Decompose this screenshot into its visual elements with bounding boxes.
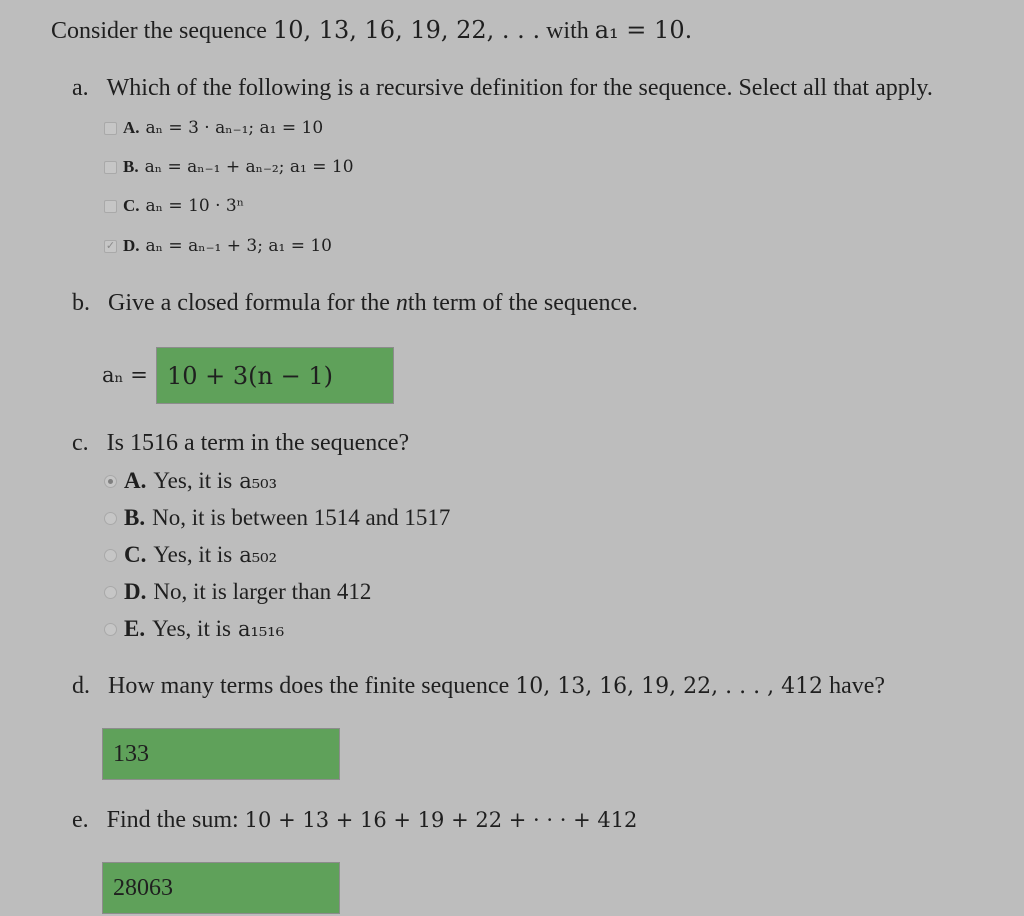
option-c-a-radio[interactable] (104, 475, 117, 488)
option-c-b-row[interactable] (104, 505, 450, 531)
part-d-question (72, 673, 885, 700)
intro-text: Consider the sequence (51, 18, 267, 44)
option-c-a-label: A. (124, 468, 147, 493)
option-c-c-row[interactable] (104, 542, 277, 568)
option-c-formula: aₙ = 10 · 3ⁿ (145, 196, 245, 216)
part-b-text-before: Give a closed formula for the (108, 290, 390, 316)
a1-condition: a₁ = 10. (594, 16, 693, 44)
part-a-question (72, 75, 933, 102)
part-e-letter: e. (72, 807, 89, 833)
option-c-c-radio[interactable] (104, 549, 117, 562)
option-d-formula: aₙ = aₙ₋₁ + 3; a₁ = 10 (145, 236, 332, 256)
option-c-c-label: C. (124, 542, 147, 567)
option-c-row[interactable] (104, 196, 244, 216)
closed-formula-answer: 10 + 3(n − 1) (167, 361, 333, 390)
option-c-d-label: D. (124, 579, 147, 604)
option-a-checkbox[interactable] (104, 122, 117, 135)
option-c-label: C. (123, 196, 140, 215)
option-b-label: B. (123, 157, 139, 176)
radio-selected-dot (108, 479, 113, 484)
option-d-row[interactable] (104, 236, 332, 256)
sum-answer-box[interactable] (102, 862, 340, 914)
sequence-text: 10, 13, 16, 19, 22, . . . (272, 16, 541, 44)
option-c-b-text: No, it is between 1514 and 1517 (152, 505, 451, 530)
part-b-text-after: th term of the sequence. (407, 290, 638, 316)
with-text: with (546, 18, 589, 44)
part-d-text: How many terms does the finite sequence (108, 673, 510, 699)
option-c-e-label: E. (124, 616, 146, 641)
part-b-var: n (395, 290, 408, 316)
checkmark-icon: ✓ (105, 239, 116, 252)
term-count-answer-box[interactable] (102, 728, 340, 780)
option-c-b-label: B. (124, 505, 146, 530)
term-count-answer: 133 (113, 740, 149, 767)
option-c-a-text: Yes, it is (153, 468, 233, 493)
part-e-question (72, 807, 637, 834)
part-c-letter: c. (72, 430, 89, 456)
part-d-sequence: 10, 13, 16, 19, 22, . . . , 412 (515, 674, 824, 699)
option-c-a-math: a₅₀₃ (239, 469, 277, 493)
part-a-text: Which of the following is a recursive definition for the sequence. Select all that apply. (106, 75, 933, 101)
part-c-text: Is 1516 a term in the sequence? (106, 430, 410, 456)
option-c-d-radio[interactable] (104, 586, 117, 599)
option-c-b-radio[interactable] (104, 512, 117, 525)
option-c-e-radio[interactable] (104, 623, 117, 636)
option-c-e-math: a₁₅₁₆ (237, 617, 285, 641)
option-c-e-row[interactable] (104, 616, 284, 642)
part-b-letter: b. (72, 290, 90, 316)
part-d-letter: d. (72, 673, 90, 699)
option-b-checkbox[interactable] (104, 161, 117, 174)
option-b-formula: aₙ = aₙ₋₁ + aₙ₋₂; a₁ = 10 (144, 157, 354, 177)
option-c-c-text: Yes, it is (153, 542, 233, 567)
option-a-row[interactable] (104, 118, 323, 138)
option-d-label: D. (123, 236, 140, 255)
sum-answer: 28063 (113, 874, 173, 901)
part-b-lhs: aₙ = (102, 363, 148, 387)
problem-statement (51, 16, 692, 45)
part-b-question (72, 290, 638, 317)
option-c-e-text: Yes, it is (152, 616, 231, 641)
part-d-text-end: have? (829, 673, 886, 699)
option-a-label: A. (123, 118, 140, 137)
option-c-d-row[interactable] (104, 579, 371, 605)
option-a-formula: aₙ = 3 · aₙ₋₁; a₁ = 10 (145, 118, 324, 138)
option-c-d-text: No, it is larger than 412 (153, 579, 372, 604)
option-c-c-math: a₅₀₂ (239, 543, 277, 567)
part-a-letter: a. (72, 75, 89, 101)
part-c-question (72, 430, 409, 457)
part-e-text: Find the sum: (106, 807, 239, 833)
part-e-expression: 10 + 13 + 16 + 19 + 22 + · · · + 412 (244, 808, 638, 832)
closed-formula-answer-box[interactable] (156, 347, 394, 404)
option-c-a-row[interactable] (104, 468, 277, 494)
option-d-checkbox[interactable] (104, 240, 117, 253)
option-c-checkbox[interactable] (104, 200, 117, 213)
option-b-row[interactable] (104, 157, 354, 177)
